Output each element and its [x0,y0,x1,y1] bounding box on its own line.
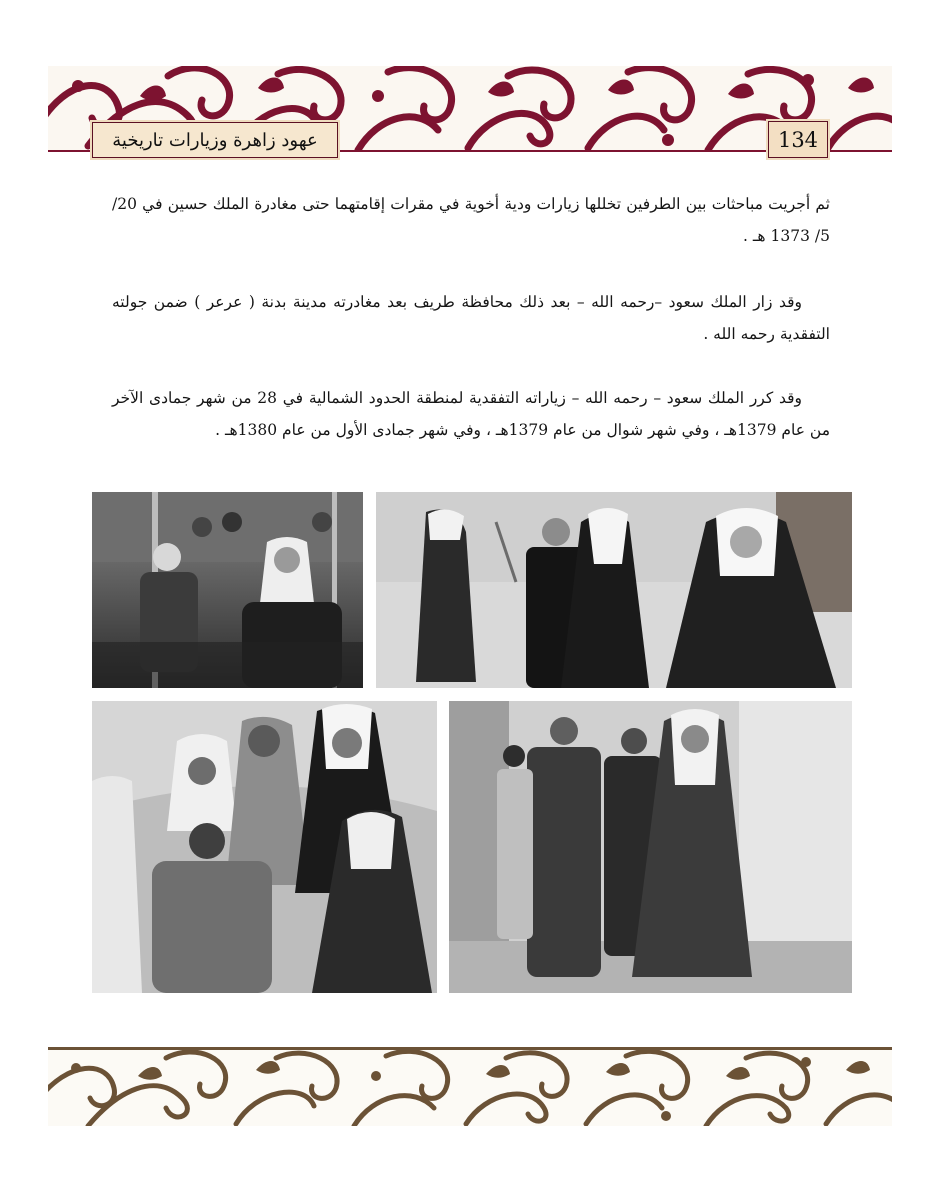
historical-photo-seated-dignitaries [92,492,363,688]
paragraph-1: ثم أجريت مباحثات بين الطرفين تخللها زيارات ودية أخوية في مقرات إقامتهما حتى مغادرة الملك حسين في 20/ 5/ 1373 هـ . [112,195,830,245]
historical-photo-walking-group [376,492,852,688]
page-number: 134 [777,127,819,152]
page-number-box [768,121,828,158]
chapter-title-box [92,122,338,158]
historical-photo-officers-and-princes [92,701,437,993]
footer-ornament-band [48,1047,892,1126]
paragraph-2: وقد زار الملك سعود –رحمه الله – بعد ذلك محافظة طريف بعد مغادرته مدينة بدنة ( عرعر ) ضمن جولته التفقدية رحمه الله . [112,293,830,343]
chapter-title: عهود زاهرة وزيارات تاريخية [112,129,318,151]
footer-ornament [48,1050,892,1126]
paragraph-3: وقد كرر الملك سعود – رحمه الله – زياراته التفقدية لمنطقة الحدود الشمالية في 28 من شهر جمادى الآخر من عام 1379هـ ، وفي شهر شوال من عام 1379هـ ، وفي شهر جمادى الأول من عام 1380هـ . [112,389,830,439]
historical-photo-corridor-procession [449,701,852,993]
